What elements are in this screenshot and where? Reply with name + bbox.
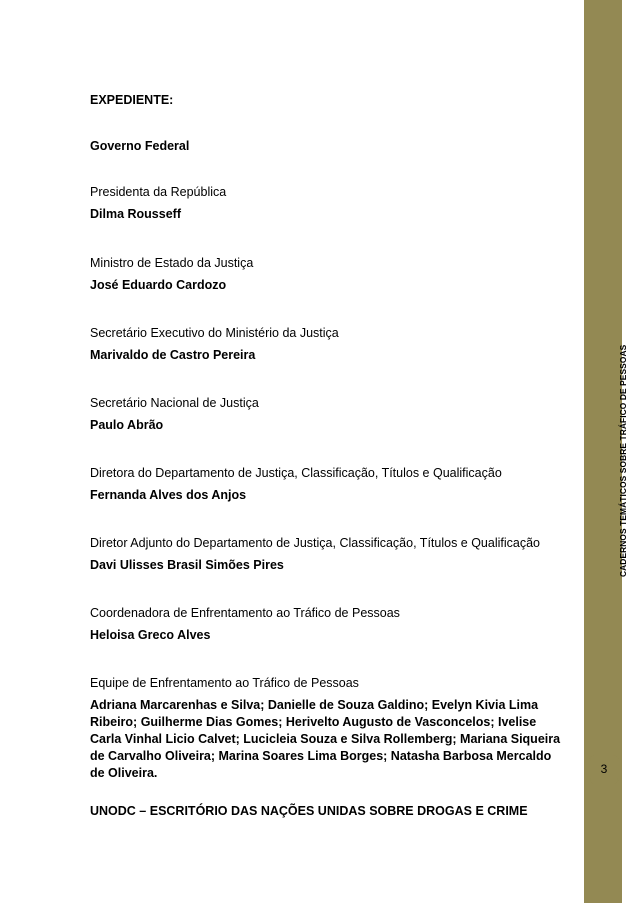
name-secretario-executivo: Marivaldo de Castro Pereira	[90, 348, 256, 362]
sidebar-series-title: CADERNOS TEMÁTICOS SOBRE TRÁFICO DE PESSOAS	[618, 344, 628, 577]
team-line: de Carvalho Oliveira; Marina Soares Lima Borges; Natasha Barbosa Mercaldo	[90, 749, 552, 763]
page-number: 3	[589, 755, 619, 784]
expediente-heading: EXPEDIENTE:	[90, 93, 174, 107]
name-diretor-adjunto: Davi Ulisses Brasil Simões Pires	[90, 558, 284, 572]
role-secretario-nacional: Secretário Nacional de Justiça	[90, 396, 259, 410]
team-line: Ribeiro; Guilherme Dias Gomes; Herivelto Augusto de Vasconcelos; Ivelise	[90, 715, 537, 729]
role-presidenta: Presidenta da República	[90, 185, 227, 199]
name-presidenta: Dilma Rousseff	[90, 207, 181, 221]
name-coordenadora: Heloisa Greco Alves	[90, 628, 211, 642]
role-ministro: Ministro de Estado da Justiça	[90, 256, 254, 270]
governo-heading: Governo Federal	[90, 139, 190, 153]
name-ministro: José Eduardo Cardozo	[90, 278, 227, 292]
team-line: Carla Vinhal Licio Calvet; Lucicleia Souza e Silva Rollemberg; Mariana Siqueira	[90, 732, 561, 746]
role-equipe: Equipe de Enfrentamento ao Tráfico de Pessoas	[90, 676, 359, 690]
team-line: de Oliveira.	[90, 766, 158, 780]
unodc-heading: UNODC – ESCRITÓRIO DAS NAÇÕES UNIDAS SOBRE DROGAS E CRIME	[90, 804, 528, 818]
name-diretora: Fernanda Alves dos Anjos	[90, 488, 247, 502]
role-secretario-executivo: Secretário Executivo do Ministério da Justiça	[90, 326, 339, 340]
team-members	[90, 697, 580, 782]
role-diretor-adjunto: Diretor Adjunto do Departamento de Justiça, Classificação, Títulos e Qualificação	[90, 536, 540, 550]
role-coordenadora: Coordenadora de Enfrentamento ao Tráfico de Pessoas	[90, 606, 400, 620]
name-secretario-nacional: Paulo Abrão	[90, 418, 164, 432]
role-diretora: Diretora do Departamento de Justiça, Classificação, Títulos e Qualificação	[90, 466, 502, 480]
team-line: Adriana Marcarenhas e Silva; Danielle de Souza Galdino; Evelyn Kivia Lima	[90, 698, 539, 712]
